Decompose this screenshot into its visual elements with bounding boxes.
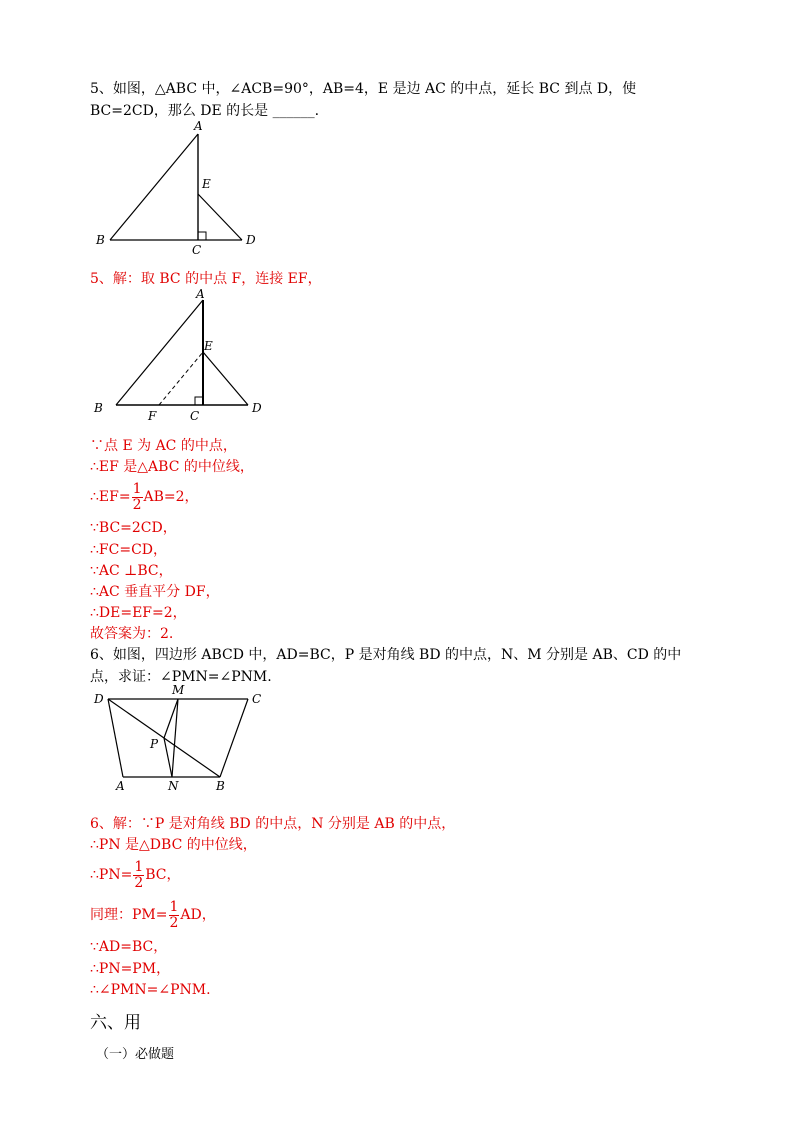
fig3-label-m: M [172, 683, 185, 697]
fig3-label-d: D [94, 692, 104, 706]
fig3-label-b: B [216, 779, 225, 793]
fig1-label-a: A [194, 119, 203, 133]
fraction-half: $\frac{1}{2}$ [134, 858, 144, 891]
problem5-line2: BC=2CD，那么 DE 的长是 ______. [90, 103, 320, 119]
solution6-step6: ∴∠PMN=∠PNM. [90, 982, 211, 998]
fig3-label-c: C [252, 692, 262, 706]
solution6-step2: ∴PN= $\frac{1}{2}$ BC， [90, 858, 181, 891]
figure-solution5 [90, 288, 280, 423]
fig3-label-n: N [168, 779, 179, 793]
fig2-label-b: B [94, 401, 103, 415]
fig3-label-a: A [116, 779, 125, 793]
solution5-step1: ∵点 E 为 AC 的中点， [90, 438, 237, 454]
solution6-intro: 6、解：∵P 是对角线 BD 的中点，N 分别是 AB 的中点， [90, 816, 456, 832]
section-subheading: （一）必做题 [96, 1047, 175, 1062]
section-heading: 六、用 [90, 1013, 141, 1033]
solution6-step1: ∴PN 是△DBC 的中位线， [90, 837, 257, 853]
problem6-line2: 点，求证：∠PMN=∠PNM. [90, 669, 272, 685]
fig3-label-p: P [150, 737, 159, 751]
solution6-step4: ∵AD=BC， [90, 939, 168, 955]
fig2-label-e: E [204, 339, 213, 353]
solution6-step5: ∴PN=PM， [90, 961, 171, 977]
figure-problem5 [90, 118, 270, 258]
solution5-step8: ∴DE=EF=2， [90, 605, 187, 621]
fig2-label-d: D [252, 401, 262, 415]
fig2-label-f: F [148, 409, 157, 423]
solution5-step6: ∵AC ⊥BC， [90, 563, 173, 579]
problem6-line1: 6、如图，四边形 ABCD 中，AD=BC，P 是对角线 BD 的中点，N、M 分别是 AB、CD 的中 [90, 647, 682, 663]
fig1-label-e: E [202, 177, 211, 191]
solution6-step3: 同理：PM= $\frac{1}{2}$ AD， [90, 898, 216, 931]
fig2-label-c: C [190, 409, 200, 423]
fraction-half: $\frac{1}{2}$ [169, 898, 179, 931]
fig1-label-d: D [246, 233, 256, 247]
fig1-label-c: C [192, 243, 202, 257]
solution5-step5: ∴FC=CD， [90, 542, 167, 558]
solution5-step7: ∴AC 垂直平分 DF， [90, 584, 220, 600]
solution5-answer: 故答案为：2. [90, 626, 174, 642]
problem5-line1: 5、如图，△ABC 中，∠ACB=90°，AB=4，E 是边 AC 的中点，延长 BC 到点 D，使 [90, 81, 637, 97]
fraction-half: $\frac{1}{2}$ [132, 480, 142, 513]
figure-problem6 [90, 684, 280, 796]
solution5-step3: ∴EF= $\frac{1}{2}$ AB=2， [90, 480, 199, 513]
solution5-step4: ∵BC=2CD， [90, 520, 177, 536]
solution5-intro: 5、解：取 BC 的中点 F，连接 EF， [90, 271, 322, 287]
fig2-label-a: A [196, 287, 205, 301]
fig1-label-b: B [96, 233, 105, 247]
solution5-step2: ∴EF 是△ABC 的中位线， [90, 459, 254, 475]
